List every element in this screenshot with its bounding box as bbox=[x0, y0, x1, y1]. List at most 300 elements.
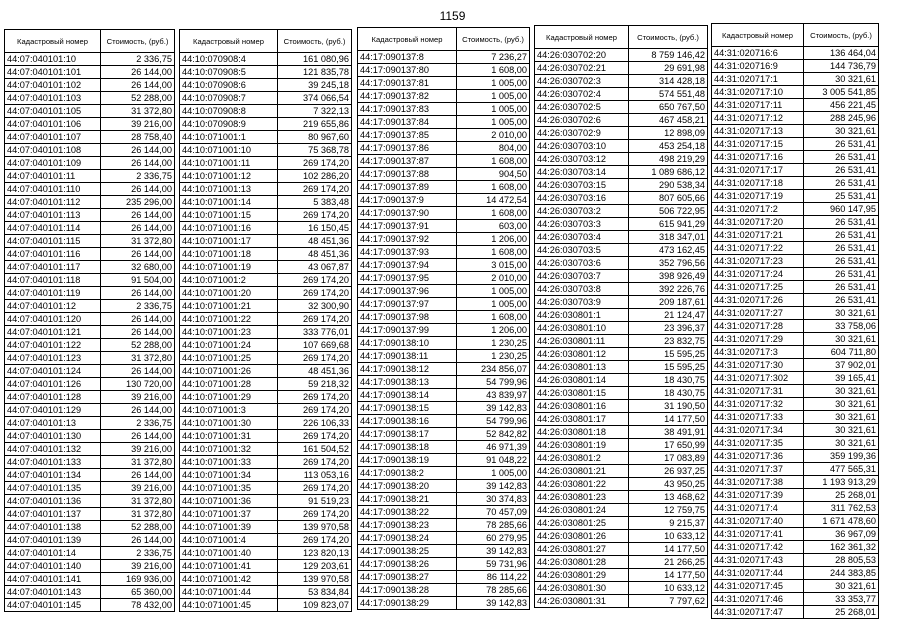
cadastral-number-cell: 44:31:020717:1 bbox=[712, 73, 804, 86]
table-row bbox=[180, 456, 352, 469]
cadastral-number-cell: 44:17:090137:9 bbox=[358, 194, 457, 207]
cost-cell: 1 230,25 bbox=[457, 337, 530, 350]
cadastral-number-cell: 44:17:090138:18 bbox=[358, 441, 457, 454]
table-row bbox=[712, 554, 879, 567]
cost-cell: 506 722,95 bbox=[629, 205, 708, 218]
table-row bbox=[358, 571, 530, 584]
table-row bbox=[180, 248, 352, 261]
table-row bbox=[180, 79, 352, 92]
cost-cell: 53 834,84 bbox=[278, 586, 352, 599]
cost-cell: 269 174,20 bbox=[278, 404, 352, 417]
table-row bbox=[712, 73, 879, 86]
table-row bbox=[535, 153, 708, 166]
table-row bbox=[180, 599, 352, 612]
cost-cell: 26 144,00 bbox=[101, 534, 175, 547]
cadastral-number-cell: 44:10:071001:13 bbox=[180, 183, 278, 196]
header-cadastral-number: Кадастровый номер bbox=[712, 24, 804, 47]
cadastral-number-cell: 44:26:030801:12 bbox=[535, 348, 629, 361]
table-row bbox=[5, 430, 175, 443]
cost-cell: 26 531,41 bbox=[804, 151, 879, 164]
table-row bbox=[180, 300, 352, 313]
table-row bbox=[5, 573, 175, 586]
cost-cell: 91 048,22 bbox=[457, 454, 530, 467]
cadastral-number-cell: 44:10:071001:42 bbox=[180, 573, 278, 586]
cadastral-number-cell: 44:31:020717:43 bbox=[712, 554, 804, 567]
cadastral-number-cell: 44:26:030801:1 bbox=[535, 309, 629, 322]
cadastral-number-cell: 44:26:030801:11 bbox=[535, 335, 629, 348]
cadastral-number-cell: 44:17:090137:82 bbox=[358, 90, 457, 103]
cost-cell: 18 430,75 bbox=[629, 387, 708, 400]
cadastral-number-cell: 44:10:071001:28 bbox=[180, 378, 278, 391]
cadastral-number-cell: 44:26:030702:5 bbox=[535, 101, 629, 114]
cost-cell: 1 608,00 bbox=[457, 311, 530, 324]
cost-cell: 269 174,20 bbox=[278, 287, 352, 300]
cadastral-number-cell: 44:07:040101:136 bbox=[5, 495, 101, 508]
cost-cell: 30 321,61 bbox=[804, 580, 879, 593]
cadastral-number-cell: 44:26:030703:8 bbox=[535, 283, 629, 296]
table-row bbox=[5, 131, 175, 144]
cadastral-number-cell: 44:10:071001:35 bbox=[180, 482, 278, 495]
cadastral-number-cell: 44:10:071001:20 bbox=[180, 287, 278, 300]
table-row bbox=[535, 374, 708, 387]
cadastral-number-cell: 44:10:071001:37 bbox=[180, 508, 278, 521]
table-row bbox=[712, 242, 879, 255]
cost-cell: 1 608,00 bbox=[457, 246, 530, 259]
cadastral-number-cell: 44:07:040101:138 bbox=[5, 521, 101, 534]
cost-cell: 1 005,00 bbox=[457, 467, 530, 480]
table-row bbox=[535, 582, 708, 595]
table-row bbox=[358, 298, 530, 311]
cadastral-number-cell: 44:17:090138:16 bbox=[358, 415, 457, 428]
table-row bbox=[535, 296, 708, 309]
cadastral-number-cell: 44:07:040101:122 bbox=[5, 339, 101, 352]
table-row bbox=[712, 229, 879, 242]
cost-cell: 498 219,29 bbox=[629, 153, 708, 166]
cadastral-number-cell: 44:07:040101:14 bbox=[5, 547, 101, 560]
cost-cell: 17 650,99 bbox=[629, 439, 708, 452]
cost-cell: 1 005,00 bbox=[457, 285, 530, 298]
cost-cell: 1 671 478,60 bbox=[804, 515, 879, 528]
cadastral-number-cell: 44:31:020717:302 bbox=[712, 372, 804, 385]
cost-cell: 48 451,36 bbox=[278, 248, 352, 261]
cost-cell: 18 430,75 bbox=[629, 374, 708, 387]
cost-cell: 219 655,86 bbox=[278, 118, 352, 131]
table-row bbox=[535, 530, 708, 543]
table-row bbox=[535, 543, 708, 556]
cadastral-number-cell: 44:07:040101:106 bbox=[5, 118, 101, 131]
table-row bbox=[535, 504, 708, 517]
cost-cell: 398 926,49 bbox=[629, 270, 708, 283]
table-row bbox=[180, 547, 352, 560]
table-row bbox=[535, 361, 708, 374]
table-row bbox=[712, 593, 879, 606]
table-row bbox=[180, 144, 352, 157]
cadastral-number-cell: 44:17:090138:12 bbox=[358, 363, 457, 376]
table-row bbox=[5, 183, 175, 196]
table-row bbox=[358, 454, 530, 467]
table-row bbox=[5, 534, 175, 547]
table-row bbox=[535, 179, 708, 192]
table-row bbox=[535, 101, 708, 114]
cadastral-number-cell: 44:31:020717:10 bbox=[712, 86, 804, 99]
table-row bbox=[535, 62, 708, 75]
cost-cell: 26 531,41 bbox=[804, 216, 879, 229]
table-row bbox=[5, 105, 175, 118]
cost-cell: 960 147,95 bbox=[804, 203, 879, 216]
table-row bbox=[5, 66, 175, 79]
cadastral-number-cell: 44:26:030801:24 bbox=[535, 504, 629, 517]
cost-cell: 25 268,01 bbox=[804, 606, 879, 619]
table-row bbox=[712, 541, 879, 554]
cadastral-number-cell: 44:07:040101:103 bbox=[5, 92, 101, 105]
table-row bbox=[712, 138, 879, 151]
cost-cell: 1 608,00 bbox=[457, 181, 530, 194]
table-row bbox=[180, 92, 352, 105]
cadastral-number-cell: 44:31:020717:37 bbox=[712, 463, 804, 476]
cost-cell: 30 321,61 bbox=[804, 73, 879, 86]
cost-cell: 52 288,00 bbox=[101, 339, 175, 352]
table-row bbox=[180, 183, 352, 196]
table-row bbox=[358, 51, 530, 64]
cadastral-number-cell: 44:10:071001:15 bbox=[180, 209, 278, 222]
table-row bbox=[358, 363, 530, 376]
cost-cell: 1 005,00 bbox=[457, 298, 530, 311]
table-row bbox=[180, 287, 352, 300]
cost-cell: 2 336,75 bbox=[101, 417, 175, 430]
cost-cell: 1 005,00 bbox=[457, 103, 530, 116]
cadastral-number-cell: 44:17:090137:96 bbox=[358, 285, 457, 298]
table-header-row bbox=[180, 30, 352, 53]
cadastral-number-cell: 44:17:090137:83 bbox=[358, 103, 457, 116]
cost-cell: 36 967,09 bbox=[804, 528, 879, 541]
table-row bbox=[5, 274, 175, 287]
cost-cell: 52 288,00 bbox=[101, 92, 175, 105]
cost-cell: 28 805,53 bbox=[804, 554, 879, 567]
cadastral-number-cell: 44:31:020717:2 bbox=[712, 203, 804, 216]
cost-cell: 14 472,54 bbox=[457, 194, 530, 207]
table-row bbox=[712, 294, 879, 307]
cadastral-number-cell: 44:17:090138:10 bbox=[358, 337, 457, 350]
cadastral-number-cell: 44:10:071001:22 bbox=[180, 313, 278, 326]
table-row bbox=[535, 75, 708, 88]
cost-cell: 43 839,97 bbox=[457, 389, 530, 402]
cadastral-number-cell: 44:31:020717:31 bbox=[712, 385, 804, 398]
cadastral-number-cell: 44:26:030801:23 bbox=[535, 491, 629, 504]
cadastral-number-cell: 44:26:030703:12 bbox=[535, 153, 629, 166]
cost-cell: 26 144,00 bbox=[101, 313, 175, 326]
table-row bbox=[5, 560, 175, 573]
cadastral-number-cell: 44:10:071001:29 bbox=[180, 391, 278, 404]
cadastral-number-cell: 44:17:090138:11 bbox=[358, 350, 457, 363]
table-row bbox=[358, 233, 530, 246]
cadastral-number-cell: 44:26:030702:21 bbox=[535, 62, 629, 75]
cost-cell: 30 321,61 bbox=[804, 398, 879, 411]
cost-cell: 144 736,79 bbox=[804, 60, 879, 73]
cost-cell: 102 286,20 bbox=[278, 170, 352, 183]
cadastral-number-cell: 44:10:071001:45 bbox=[180, 599, 278, 612]
cost-cell: 107 669,68 bbox=[278, 339, 352, 352]
cadastral-number-cell: 44:07:040101:123 bbox=[5, 352, 101, 365]
table-row bbox=[5, 261, 175, 274]
cost-cell: 226 106,33 bbox=[278, 417, 352, 430]
cost-cell: 1 608,00 bbox=[457, 207, 530, 220]
table-row bbox=[712, 125, 879, 138]
cost-cell: 30 321,61 bbox=[804, 411, 879, 424]
table-row bbox=[712, 268, 879, 281]
cost-cell: 26 531,41 bbox=[804, 294, 879, 307]
header-cost: Стоимость, (руб.) bbox=[278, 30, 352, 53]
cost-cell: 2 336,75 bbox=[101, 547, 175, 560]
table-row bbox=[712, 450, 879, 463]
cost-cell: 39 216,00 bbox=[101, 118, 175, 131]
table-row bbox=[358, 64, 530, 77]
cost-cell: 12 898,09 bbox=[629, 127, 708, 140]
cadastral-number-cell: 44:07:040101:145 bbox=[5, 599, 101, 612]
table-row bbox=[358, 519, 530, 532]
table-row bbox=[712, 60, 879, 73]
table-row bbox=[180, 508, 352, 521]
cadastral-number-cell: 44:17:090137:84 bbox=[358, 116, 457, 129]
cadastral-number-cell: 44:07:040101:128 bbox=[5, 391, 101, 404]
table-row bbox=[5, 508, 175, 521]
table-row bbox=[535, 452, 708, 465]
cost-cell: 30 321,61 bbox=[804, 125, 879, 138]
table-row bbox=[5, 404, 175, 417]
cost-cell: 78 432,00 bbox=[101, 599, 175, 612]
table-row bbox=[180, 482, 352, 495]
table-row bbox=[180, 53, 352, 66]
cost-cell: 91 519,23 bbox=[278, 495, 352, 508]
table-row bbox=[180, 66, 352, 79]
cadastral-number-cell: 44:10:071001:10 bbox=[180, 144, 278, 157]
cadastral-number-cell: 44:07:040101:121 bbox=[5, 326, 101, 339]
table-row bbox=[535, 166, 708, 179]
cost-cell: 59 731,96 bbox=[457, 558, 530, 571]
cost-cell: 31 372,80 bbox=[101, 456, 175, 469]
cost-cell: 14 177,50 bbox=[629, 569, 708, 582]
cost-cell: 26 531,41 bbox=[804, 229, 879, 242]
cadastral-number-cell: 44:31:020717:11 bbox=[712, 99, 804, 112]
cadastral-number-cell: 44:07:040101:109 bbox=[5, 157, 101, 170]
cost-cell: 15 595,25 bbox=[629, 348, 708, 361]
cost-cell: 91 504,00 bbox=[101, 274, 175, 287]
cadastral-number-cell: 44:17:090137:89 bbox=[358, 181, 457, 194]
cost-cell: 473 162,45 bbox=[629, 244, 708, 257]
cadastral-number-cell: 44:17:090138:24 bbox=[358, 532, 457, 545]
table-row bbox=[5, 482, 175, 495]
table-row bbox=[535, 231, 708, 244]
table-row bbox=[358, 493, 530, 506]
cadastral-number-cell: 44:17:090138:20 bbox=[358, 480, 457, 493]
cost-cell: 39 216,00 bbox=[101, 482, 175, 495]
table-row bbox=[5, 313, 175, 326]
table-row bbox=[535, 322, 708, 335]
table-row bbox=[180, 209, 352, 222]
table-row bbox=[180, 313, 352, 326]
cost-cell: 477 565,31 bbox=[804, 463, 879, 476]
cost-cell: 14 177,50 bbox=[629, 543, 708, 556]
table-row bbox=[535, 218, 708, 231]
cadastral-number-cell: 44:10:071001:11 bbox=[180, 157, 278, 170]
cadastral-number-cell: 44:07:040101:134 bbox=[5, 469, 101, 482]
table-row bbox=[180, 235, 352, 248]
cadastral-number-cell: 44:07:040101:116 bbox=[5, 248, 101, 261]
cadastral-number-cell: 44:31:020717:32 bbox=[712, 398, 804, 411]
table-row bbox=[5, 248, 175, 261]
table-row bbox=[5, 92, 175, 105]
cost-cell: 32 300,90 bbox=[278, 300, 352, 313]
table-row bbox=[358, 532, 530, 545]
cadastral-number-cell: 44:26:030801:26 bbox=[535, 530, 629, 543]
table-row bbox=[712, 567, 879, 580]
cadastral-number-cell: 44:26:030703:14 bbox=[535, 166, 629, 179]
table-row bbox=[5, 300, 175, 313]
table-row bbox=[712, 151, 879, 164]
cost-cell: 161 080,96 bbox=[278, 53, 352, 66]
cost-cell: 26 531,41 bbox=[804, 242, 879, 255]
cadastral-number-cell: 44:17:090138:19 bbox=[358, 454, 457, 467]
header-cost: Стоимость, (руб.) bbox=[101, 30, 175, 53]
cadastral-number-cell: 44:10:070908:4 bbox=[180, 53, 278, 66]
cost-cell: 26 144,00 bbox=[101, 144, 175, 157]
cadastral-number-cell: 44:31:020717:27 bbox=[712, 307, 804, 320]
cost-cell: 235 296,00 bbox=[101, 196, 175, 209]
cost-cell: 86 114,22 bbox=[457, 571, 530, 584]
cadastral-number-cell: 44:26:030801:16 bbox=[535, 400, 629, 413]
table-row bbox=[5, 144, 175, 157]
table-row bbox=[535, 517, 708, 530]
header-cost: Стоимость, (руб.) bbox=[804, 24, 879, 47]
table-row bbox=[180, 404, 352, 417]
cadastral-number-cell: 44:17:090138:26 bbox=[358, 558, 457, 571]
cost-cell: 615 941,29 bbox=[629, 218, 708, 231]
cost-cell: 12 759,75 bbox=[629, 504, 708, 517]
cost-cell: 161 504,52 bbox=[278, 443, 352, 456]
cost-cell: 16 150,45 bbox=[278, 222, 352, 235]
cost-cell: 8 759 146,42 bbox=[629, 49, 708, 62]
table-row bbox=[5, 378, 175, 391]
table-row bbox=[712, 580, 879, 593]
cost-cell: 21 266,25 bbox=[629, 556, 708, 569]
cadastral-number-cell: 44:31:020717:15 bbox=[712, 138, 804, 151]
cadastral-number-cell: 44:26:030702:20 bbox=[535, 49, 629, 62]
table-row bbox=[180, 521, 352, 534]
cost-cell: 359 199,36 bbox=[804, 450, 879, 463]
table-row bbox=[712, 320, 879, 333]
cost-cell: 269 174,20 bbox=[278, 274, 352, 287]
cadastral-number-cell: 44:17:090137:98 bbox=[358, 311, 457, 324]
table-row bbox=[712, 307, 879, 320]
cadastral-number-cell: 44:31:020717:47 bbox=[712, 606, 804, 619]
cost-cell: 25 531,41 bbox=[804, 190, 879, 203]
cadastral-number-cell: 44:17:090138:13 bbox=[358, 376, 457, 389]
cost-cell: 43 950,25 bbox=[629, 478, 708, 491]
cadastral-number-cell: 44:26:030703:10 bbox=[535, 140, 629, 153]
cost-cell: 311 762,53 bbox=[804, 502, 879, 515]
table-row bbox=[712, 164, 879, 177]
cadastral-number-cell: 44:31:020717:16 bbox=[712, 151, 804, 164]
cost-cell: 269 174,20 bbox=[278, 352, 352, 365]
cost-cell: 31 190,50 bbox=[629, 400, 708, 413]
cadastral-number-cell: 44:07:040101:114 bbox=[5, 222, 101, 235]
table-row bbox=[712, 346, 879, 359]
cost-cell: 29 691,98 bbox=[629, 62, 708, 75]
cost-cell: 139 970,58 bbox=[278, 573, 352, 586]
table-row bbox=[180, 417, 352, 430]
table-row bbox=[535, 426, 708, 439]
cost-cell: 467 458,21 bbox=[629, 114, 708, 127]
cadastral-number-cell: 44:10:071001:21 bbox=[180, 300, 278, 313]
cost-cell: 23 396,37 bbox=[629, 322, 708, 335]
table-row bbox=[180, 534, 352, 547]
cost-cell: 269 174,20 bbox=[278, 456, 352, 469]
cadastral-number-cell: 44:26:030703:6 bbox=[535, 257, 629, 270]
cost-cell: 54 799,96 bbox=[457, 415, 530, 428]
table-row bbox=[358, 350, 530, 363]
cadastral-number-cell: 44:31:020717:17 bbox=[712, 164, 804, 177]
table-row bbox=[712, 463, 879, 476]
cadastral-number-cell: 44:07:040101:120 bbox=[5, 313, 101, 326]
cost-cell: 60 279,95 bbox=[457, 532, 530, 545]
cadastral-number-cell: 44:17:090137:88 bbox=[358, 168, 457, 181]
table-row bbox=[712, 112, 879, 125]
cadastral-number-cell: 44:07:040101:117 bbox=[5, 261, 101, 274]
cadastral-number-cell: 44:26:030702:4 bbox=[535, 88, 629, 101]
cost-cell: 269 174,20 bbox=[278, 534, 352, 547]
cadastral-number-cell: 44:17:090137:92 bbox=[358, 233, 457, 246]
cadastral-number-cell: 44:31:020717:25 bbox=[712, 281, 804, 294]
cost-cell: 26 531,41 bbox=[804, 268, 879, 281]
cost-cell: 352 796,56 bbox=[629, 257, 708, 270]
table-row bbox=[5, 521, 175, 534]
cadastral-number-cell: 44:26:030703:3 bbox=[535, 218, 629, 231]
cost-cell: 54 799,96 bbox=[457, 376, 530, 389]
table-row bbox=[712, 515, 879, 528]
cadastral-number-cell: 44:26:030801:28 bbox=[535, 556, 629, 569]
cost-cell: 39 142,83 bbox=[457, 402, 530, 415]
cost-cell: 78 285,66 bbox=[457, 584, 530, 597]
cost-cell: 269 174,20 bbox=[278, 391, 352, 404]
table-row bbox=[5, 417, 175, 430]
cadastral-number-cell: 44:07:040101:102 bbox=[5, 79, 101, 92]
cost-cell: 80 967,60 bbox=[278, 131, 352, 144]
cost-cell: 804,00 bbox=[457, 142, 530, 155]
cadastral-number-cell: 44:10:070908:7 bbox=[180, 92, 278, 105]
table-row bbox=[180, 495, 352, 508]
table-row bbox=[358, 181, 530, 194]
cadastral-number-cell: 44:17:090138:28 bbox=[358, 584, 457, 597]
cost-cell: 33 353,77 bbox=[804, 593, 879, 606]
table-row bbox=[5, 586, 175, 599]
table-row bbox=[180, 131, 352, 144]
cost-cell: 269 174,20 bbox=[278, 209, 352, 222]
cadastral-number-cell: 44:26:030702:3 bbox=[535, 75, 629, 88]
table-row bbox=[358, 480, 530, 493]
table-row bbox=[358, 155, 530, 168]
cost-cell: 904,50 bbox=[457, 168, 530, 181]
cadastral-number-cell: 44:07:040101:130 bbox=[5, 430, 101, 443]
cadastral-number-cell: 44:07:040101:101 bbox=[5, 66, 101, 79]
cadastral-number-cell: 44:31:020717:12 bbox=[712, 112, 804, 125]
cadastral-number-cell: 44:07:040101:137 bbox=[5, 508, 101, 521]
table-row bbox=[180, 586, 352, 599]
cadastral-number-cell: 44:26:030801:18 bbox=[535, 426, 629, 439]
cost-cell: 318 347,01 bbox=[629, 231, 708, 244]
cost-cell: 75 368,78 bbox=[278, 144, 352, 157]
cadastral-number-cell: 44:31:020717:20 bbox=[712, 216, 804, 229]
cadastral-number-cell: 44:31:020717:22 bbox=[712, 242, 804, 255]
cadastral-number-cell: 44:10:071001:4 bbox=[180, 534, 278, 547]
